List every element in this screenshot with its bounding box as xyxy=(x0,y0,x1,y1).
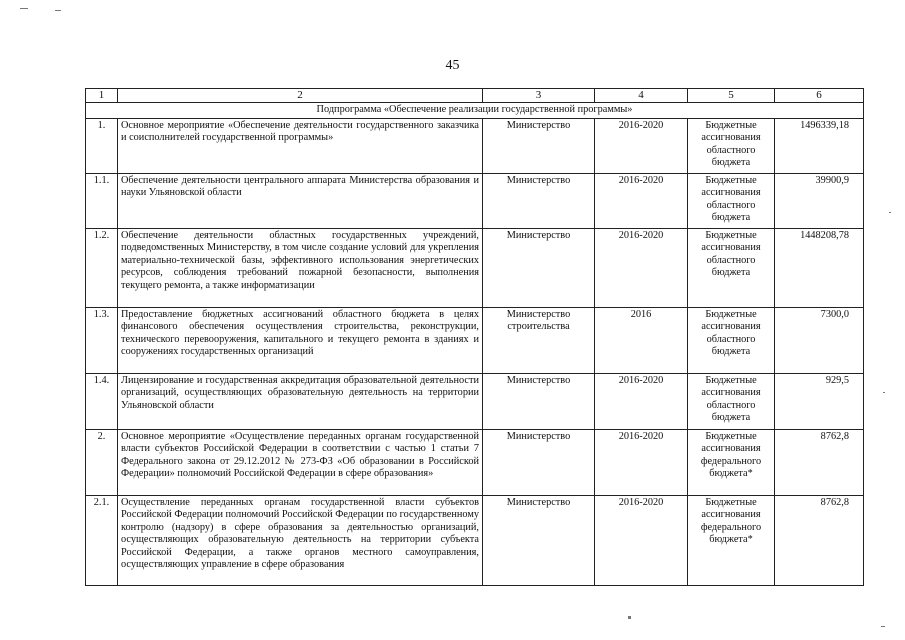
scan-speck xyxy=(20,8,28,9)
activity-description: Основное мероприятие «Осуществление переданных органам государственной власти субъектов Российской Федерации в соответствии с частью 1 статьи 7 Федерального закона от 29.12.2012 № 273-ФЗ «Об образовании в Российской Федерации» полномочий Российской Федерации в сфере образования» xyxy=(118,429,483,495)
activity-description: Осуществление переданных органам государственной власти субъектов Российской Федерации полномочий Российской Федерации по государственному контролю (надзору) в сфере образования за деятельностью организаций, осуществляющих образовательную деятельность на территории субъекта Российской Федерации, а также органов местного самоуправления, осуществляющих управление в сфере образования xyxy=(118,495,483,585)
activity-description: Основное мероприятие «Обеспечение деятельности государственного заказчика и соисполнителей государственной программы» xyxy=(118,118,483,173)
column-header: 1 xyxy=(86,89,118,103)
page-number: 45 xyxy=(445,58,460,73)
funding-source-cell: Бюджетные ассигнования федерального бюджета* xyxy=(688,429,775,495)
activity-description: Лицензирование и государственная аккредитация образовательной деятельности организаций, осуществляющих образовательную деятельность на территории Ульяновской области xyxy=(118,373,483,429)
column-header: 6 xyxy=(775,89,864,103)
executor-cell: Министерство xyxy=(483,429,595,495)
amount-cell: 1496339,18 xyxy=(775,118,864,173)
table-row xyxy=(86,307,864,373)
column-header: 5 xyxy=(688,89,775,103)
executor-cell: Министерство xyxy=(483,173,595,228)
column-header: 3 xyxy=(483,89,595,103)
amount-cell: 929,5 xyxy=(775,373,864,429)
column-header: 4 xyxy=(595,89,688,103)
activity-description: Предоставление бюджетных ассигнований областного бюджета в целях финансового обеспечения осуществления строительства, реконструкции, технического перевооружения, капитального и текущего ремонта в зданиях и сооружениях государственных организаций xyxy=(118,307,483,373)
amount-cell: 1448208,78 xyxy=(775,228,864,307)
program-activities-table xyxy=(85,88,864,586)
row-number: 1.2. xyxy=(86,228,118,307)
activity-description: Обеспечение деятельности центрального аппарата Министерства образования и науки Ульяновской области xyxy=(118,173,483,228)
table-row xyxy=(86,373,864,429)
period-cell: 2016-2020 xyxy=(595,429,688,495)
scan-speck xyxy=(628,616,631,619)
table-row xyxy=(86,495,864,585)
row-number: 1.1. xyxy=(86,173,118,228)
executor-cell: Министерство xyxy=(483,118,595,173)
period-cell: 2016-2020 xyxy=(595,173,688,228)
amount-cell: 8762,8 xyxy=(775,429,864,495)
row-number: 2.1. xyxy=(86,495,118,585)
scan-speck xyxy=(881,626,885,627)
column-number-row xyxy=(86,89,864,103)
funding-source-cell: Бюджетные ассигнования областного бюджета xyxy=(688,228,775,307)
amount-cell: 39900,9 xyxy=(775,173,864,228)
row-number: 1.3. xyxy=(86,307,118,373)
subprogram-title: Подпрограмма «Обеспечение реализации государственной программы» xyxy=(86,103,864,119)
funding-source-cell: Бюджетные ассигнования областного бюджета xyxy=(688,118,775,173)
amount-cell: 7300,0 xyxy=(775,307,864,373)
table-row xyxy=(86,118,864,173)
executor-cell: Министерство xyxy=(483,228,595,307)
scan-speck xyxy=(883,392,885,393)
funding-source-cell: Бюджетные ассигнования областного бюджета xyxy=(688,173,775,228)
scan-speck xyxy=(889,212,891,213)
funding-source-cell: Бюджетные ассигнования областного бюджета xyxy=(688,373,775,429)
scan-speck xyxy=(55,10,61,11)
row-number: 1.4. xyxy=(86,373,118,429)
activity-description: Обеспечение деятельности областных государственных учреждений, подведомственных Министерству, в том числе создание условий для укрепления материально-технической базы, эффективного использования энергетических ресурсов, соблюдения требований пожарной безопасности, выполнения текущего ремонта, а также информатизации xyxy=(118,228,483,307)
funding-source-cell: Бюджетные ассигнования областного бюджета xyxy=(688,307,775,373)
table-row xyxy=(86,173,864,228)
table-row xyxy=(86,228,864,307)
subprogram-row xyxy=(86,103,864,119)
funding-source-cell: Бюджетные ассигнования федерального бюджета* xyxy=(688,495,775,585)
period-cell: 2016-2020 xyxy=(595,495,688,585)
period-cell: 2016-2020 xyxy=(595,228,688,307)
row-number: 2. xyxy=(86,429,118,495)
executor-cell: Министерство xyxy=(483,495,595,585)
column-header: 2 xyxy=(118,89,483,103)
executor-cell: Министерство xyxy=(483,373,595,429)
period-cell: 2016-2020 xyxy=(595,373,688,429)
period-cell: 2016-2020 xyxy=(595,118,688,173)
executor-cell: Министерство строительства xyxy=(483,307,595,373)
period-cell: 2016 xyxy=(595,307,688,373)
table-body xyxy=(86,103,864,586)
table-row xyxy=(86,429,864,495)
amount-cell: 8762,8 xyxy=(775,495,864,585)
row-number: 1. xyxy=(86,118,118,173)
